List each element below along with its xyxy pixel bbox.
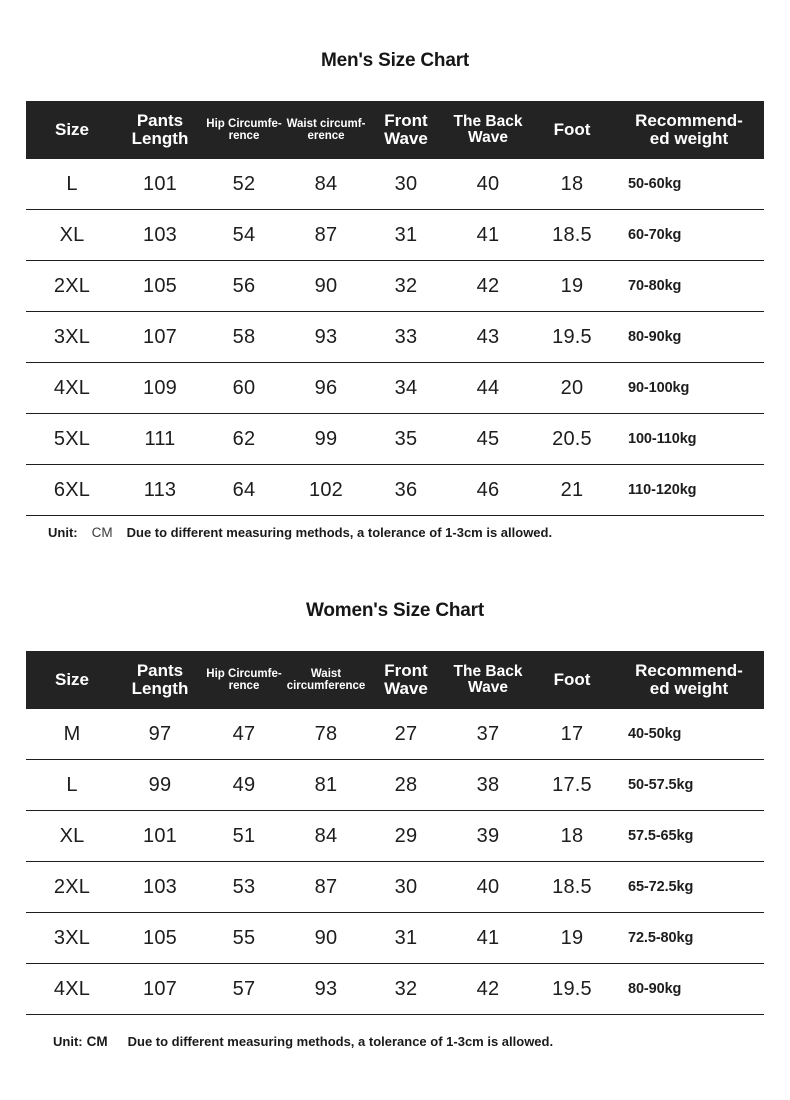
cell-pants: 99 <box>118 760 202 811</box>
womens-header-weight-line1: Recommend- <box>635 660 743 680</box>
mens-header-waist-line2: erence <box>307 130 345 142</box>
cell-waist: 81 <box>286 760 366 811</box>
cell-front: 32 <box>366 261 446 312</box>
womens-size-table <box>26 651 764 1015</box>
womens-table-body <box>26 709 764 1015</box>
cell-size: 3XL <box>26 913 118 964</box>
womens-header-hip-line1: Hip Circumfe- <box>206 667 282 680</box>
cell-foot: 19.5 <box>530 312 614 363</box>
cell-back: 39 <box>446 811 530 862</box>
womens-header-hip <box>202 651 286 709</box>
cell-pants: 101 <box>118 159 202 210</box>
mens-header-front-wave-line1: Front <box>384 110 428 130</box>
womens-header-waist-line2: circumference <box>286 680 366 692</box>
cell-weight: 40-50kg <box>614 709 764 760</box>
cell-size: 2XL <box>26 261 118 312</box>
cell-back: 38 <box>446 760 530 811</box>
cell-weight: 80-90kg <box>614 312 764 363</box>
cell-front: 31 <box>366 913 446 964</box>
mens-header-waist-line1: Waist circumf- <box>286 117 366 130</box>
cell-front: 36 <box>366 465 446 516</box>
cell-weight: 57.5-65kg <box>614 811 764 862</box>
mens-header-pants-length-line1: Pants <box>136 110 184 130</box>
cell-waist: 93 <box>286 964 366 1015</box>
table-row <box>26 363 764 414</box>
cell-waist: 87 <box>286 862 366 913</box>
cell-hip: 51 <box>202 811 286 862</box>
mens-header-pants-length-line2: Length <box>131 129 189 148</box>
cell-pants: 105 <box>118 913 202 964</box>
cell-hip: 54 <box>202 210 286 261</box>
womens-header-size-label: Size <box>54 669 90 689</box>
mens-tolerance-text: Due to different measuring methods, a tolerance of 1-3cm is allowed. <box>126 525 553 540</box>
cell-front: 33 <box>366 312 446 363</box>
cell-weight: 90-100kg <box>614 363 764 414</box>
cell-foot: 20.5 <box>530 414 614 465</box>
cell-pants: 101 <box>118 811 202 862</box>
cell-foot: 19.5 <box>530 964 614 1015</box>
table-row <box>26 159 764 210</box>
cell-waist: 90 <box>286 261 366 312</box>
cell-hip: 62 <box>202 414 286 465</box>
cell-weight: 110-120kg <box>614 465 764 516</box>
cell-back: 40 <box>446 159 530 210</box>
cell-foot: 18 <box>530 159 614 210</box>
cell-waist: 84 <box>286 811 366 862</box>
mens-header-back-wave <box>446 101 530 159</box>
cell-size: 4XL <box>26 964 118 1015</box>
womens-header-waist-line1: Waist <box>310 667 342 680</box>
cell-waist: 96 <box>286 363 366 414</box>
cell-hip: 52 <box>202 159 286 210</box>
mens-header-pants-length <box>118 101 202 159</box>
cell-pants: 97 <box>118 709 202 760</box>
cell-waist: 84 <box>286 159 366 210</box>
table-row <box>26 414 764 465</box>
cell-back: 46 <box>446 465 530 516</box>
mens-header-foot <box>530 101 614 159</box>
cell-waist: 90 <box>286 913 366 964</box>
cell-weight: 100-110kg <box>614 414 764 465</box>
cell-front: 34 <box>366 363 446 414</box>
cell-pants: 111 <box>118 414 202 465</box>
cell-front: 27 <box>366 709 446 760</box>
womens-header-pants-length-line2: Length <box>131 679 189 698</box>
cell-hip: 53 <box>202 862 286 913</box>
womens-header-waist <box>286 651 366 709</box>
cell-waist: 102 <box>286 465 366 516</box>
cell-pants: 103 <box>118 862 202 913</box>
cell-front: 35 <box>366 414 446 465</box>
table-row <box>26 465 764 516</box>
mens-header-back-wave-line1: The Back <box>453 112 523 130</box>
table-row <box>26 261 764 312</box>
cell-back: 45 <box>446 414 530 465</box>
cell-weight: 50-57.5kg <box>614 760 764 811</box>
cell-size: L <box>26 760 118 811</box>
mens-unit-value: CM <box>91 525 113 540</box>
table-row <box>26 312 764 363</box>
mens-header-back-wave-line2: Wave <box>468 129 508 146</box>
table-row <box>26 913 764 964</box>
womens-header-pants-length-line1: Pants <box>136 660 184 680</box>
mens-chart-title-wrap <box>0 50 790 72</box>
cell-pants: 107 <box>118 964 202 1015</box>
womens-header-row <box>26 651 764 709</box>
cell-front: 30 <box>366 159 446 210</box>
cell-foot: 19 <box>530 261 614 312</box>
womens-header-front-wave-line2: Wave <box>384 679 428 698</box>
cell-weight: 65-72.5kg <box>614 862 764 913</box>
cell-foot: 17 <box>530 709 614 760</box>
cell-back: 42 <box>446 964 530 1015</box>
cell-foot: 18.5 <box>530 862 614 913</box>
mens-header-weight <box>614 101 764 159</box>
cell-pants: 113 <box>118 465 202 516</box>
womens-header-weight-line2: ed weight <box>649 679 729 698</box>
mens-table-header <box>26 101 764 159</box>
womens-table-header <box>26 651 764 709</box>
cell-front: 29 <box>366 811 446 862</box>
cell-foot: 18.5 <box>530 210 614 261</box>
cell-front: 30 <box>366 862 446 913</box>
mens-header-row <box>26 101 764 159</box>
mens-chart-title: Men's Size Chart <box>320 50 470 71</box>
mens-header-size <box>26 101 118 159</box>
cell-weight: 50-60kg <box>614 159 764 210</box>
table-row <box>26 862 764 913</box>
cell-hip: 56 <box>202 261 286 312</box>
mens-header-hip-line2: rence <box>228 130 260 142</box>
mens-header-foot-label: Foot <box>553 119 591 139</box>
mens-header-hip-line1: Hip Circumfe- <box>206 117 282 130</box>
cell-foot: 20 <box>530 363 614 414</box>
table-row <box>26 811 764 862</box>
womens-unit-note <box>26 1034 764 1049</box>
womens-tolerance-text: Due to different measuring methods, a tolerance of 1-3cm is allowed. <box>127 1034 554 1049</box>
cell-size: 4XL <box>26 363 118 414</box>
mens-header-front-wave <box>366 101 446 159</box>
cell-size: 2XL <box>26 862 118 913</box>
cell-foot: 18 <box>530 811 614 862</box>
cell-pants: 109 <box>118 363 202 414</box>
table-row <box>26 709 764 760</box>
table-row <box>26 964 764 1015</box>
cell-hip: 57 <box>202 964 286 1015</box>
womens-header-foot <box>530 651 614 709</box>
womens-header-foot-label: Foot <box>553 669 591 689</box>
cell-foot: 21 <box>530 465 614 516</box>
cell-size: M <box>26 709 118 760</box>
cell-front: 32 <box>366 964 446 1015</box>
mens-header-hip <box>202 101 286 159</box>
cell-waist: 93 <box>286 312 366 363</box>
cell-weight: 70-80kg <box>614 261 764 312</box>
cell-weight: 60-70kg <box>614 210 764 261</box>
mens-header-weight-line1: Recommend- <box>635 110 743 130</box>
womens-header-back-wave <box>446 651 530 709</box>
cell-back: 41 <box>446 210 530 261</box>
cell-size: 6XL <box>26 465 118 516</box>
mens-unit-label: Unit: <box>48 525 78 540</box>
mens-header-front-wave-line2: Wave <box>384 129 428 148</box>
womens-chart-title-wrap <box>0 600 790 622</box>
cell-hip: 47 <box>202 709 286 760</box>
cell-back: 41 <box>446 913 530 964</box>
womens-header-back-wave-line1: The Back <box>453 662 523 680</box>
mens-unit-note-wrap <box>0 525 790 540</box>
cell-waist: 99 <box>286 414 366 465</box>
womens-header-pants-length <box>118 651 202 709</box>
cell-weight: 72.5-80kg <box>614 913 764 964</box>
cell-foot: 17.5 <box>530 760 614 811</box>
womens-header-size <box>26 651 118 709</box>
cell-pants: 105 <box>118 261 202 312</box>
cell-back: 43 <box>446 312 530 363</box>
cell-waist: 78 <box>286 709 366 760</box>
womens-unit-label: Unit: <box>53 1034 83 1049</box>
mens-table-body <box>26 159 764 516</box>
cell-weight: 80-90kg <box>614 964 764 1015</box>
womens-size-table-wrap <box>26 651 764 1015</box>
cell-pants: 103 <box>118 210 202 261</box>
womens-unit-value: CM <box>86 1034 108 1049</box>
cell-back: 40 <box>446 862 530 913</box>
cell-hip: 60 <box>202 363 286 414</box>
cell-back: 42 <box>446 261 530 312</box>
mens-size-table-wrap <box>26 101 764 516</box>
cell-waist: 87 <box>286 210 366 261</box>
cell-hip: 55 <box>202 913 286 964</box>
table-row <box>26 210 764 261</box>
cell-front: 31 <box>366 210 446 261</box>
womens-chart-title: Women's Size Chart <box>306 600 484 621</box>
cell-front: 28 <box>366 760 446 811</box>
mens-header-size-label: Size <box>54 119 90 139</box>
mens-unit-note <box>26 525 764 540</box>
cell-size: 3XL <box>26 312 118 363</box>
cell-size: XL <box>26 811 118 862</box>
cell-hip: 64 <box>202 465 286 516</box>
cell-size: XL <box>26 210 118 261</box>
cell-foot: 19 <box>530 913 614 964</box>
womens-header-front-wave <box>366 651 446 709</box>
cell-pants: 107 <box>118 312 202 363</box>
cell-hip: 58 <box>202 312 286 363</box>
womens-header-back-wave-line2: Wave <box>468 679 508 696</box>
cell-size: L <box>26 159 118 210</box>
cell-size: 5XL <box>26 414 118 465</box>
cell-back: 37 <box>446 709 530 760</box>
womens-header-weight <box>614 651 764 709</box>
cell-hip: 49 <box>202 760 286 811</box>
mens-size-table <box>26 101 764 516</box>
womens-header-front-wave-line1: Front <box>384 660 428 680</box>
table-row <box>26 760 764 811</box>
mens-header-weight-line2: ed weight <box>649 129 729 148</box>
mens-header-waist <box>286 101 366 159</box>
cell-back: 44 <box>446 363 530 414</box>
womens-header-hip-line2: rence <box>228 680 260 692</box>
womens-unit-note-wrap <box>0 1034 790 1049</box>
